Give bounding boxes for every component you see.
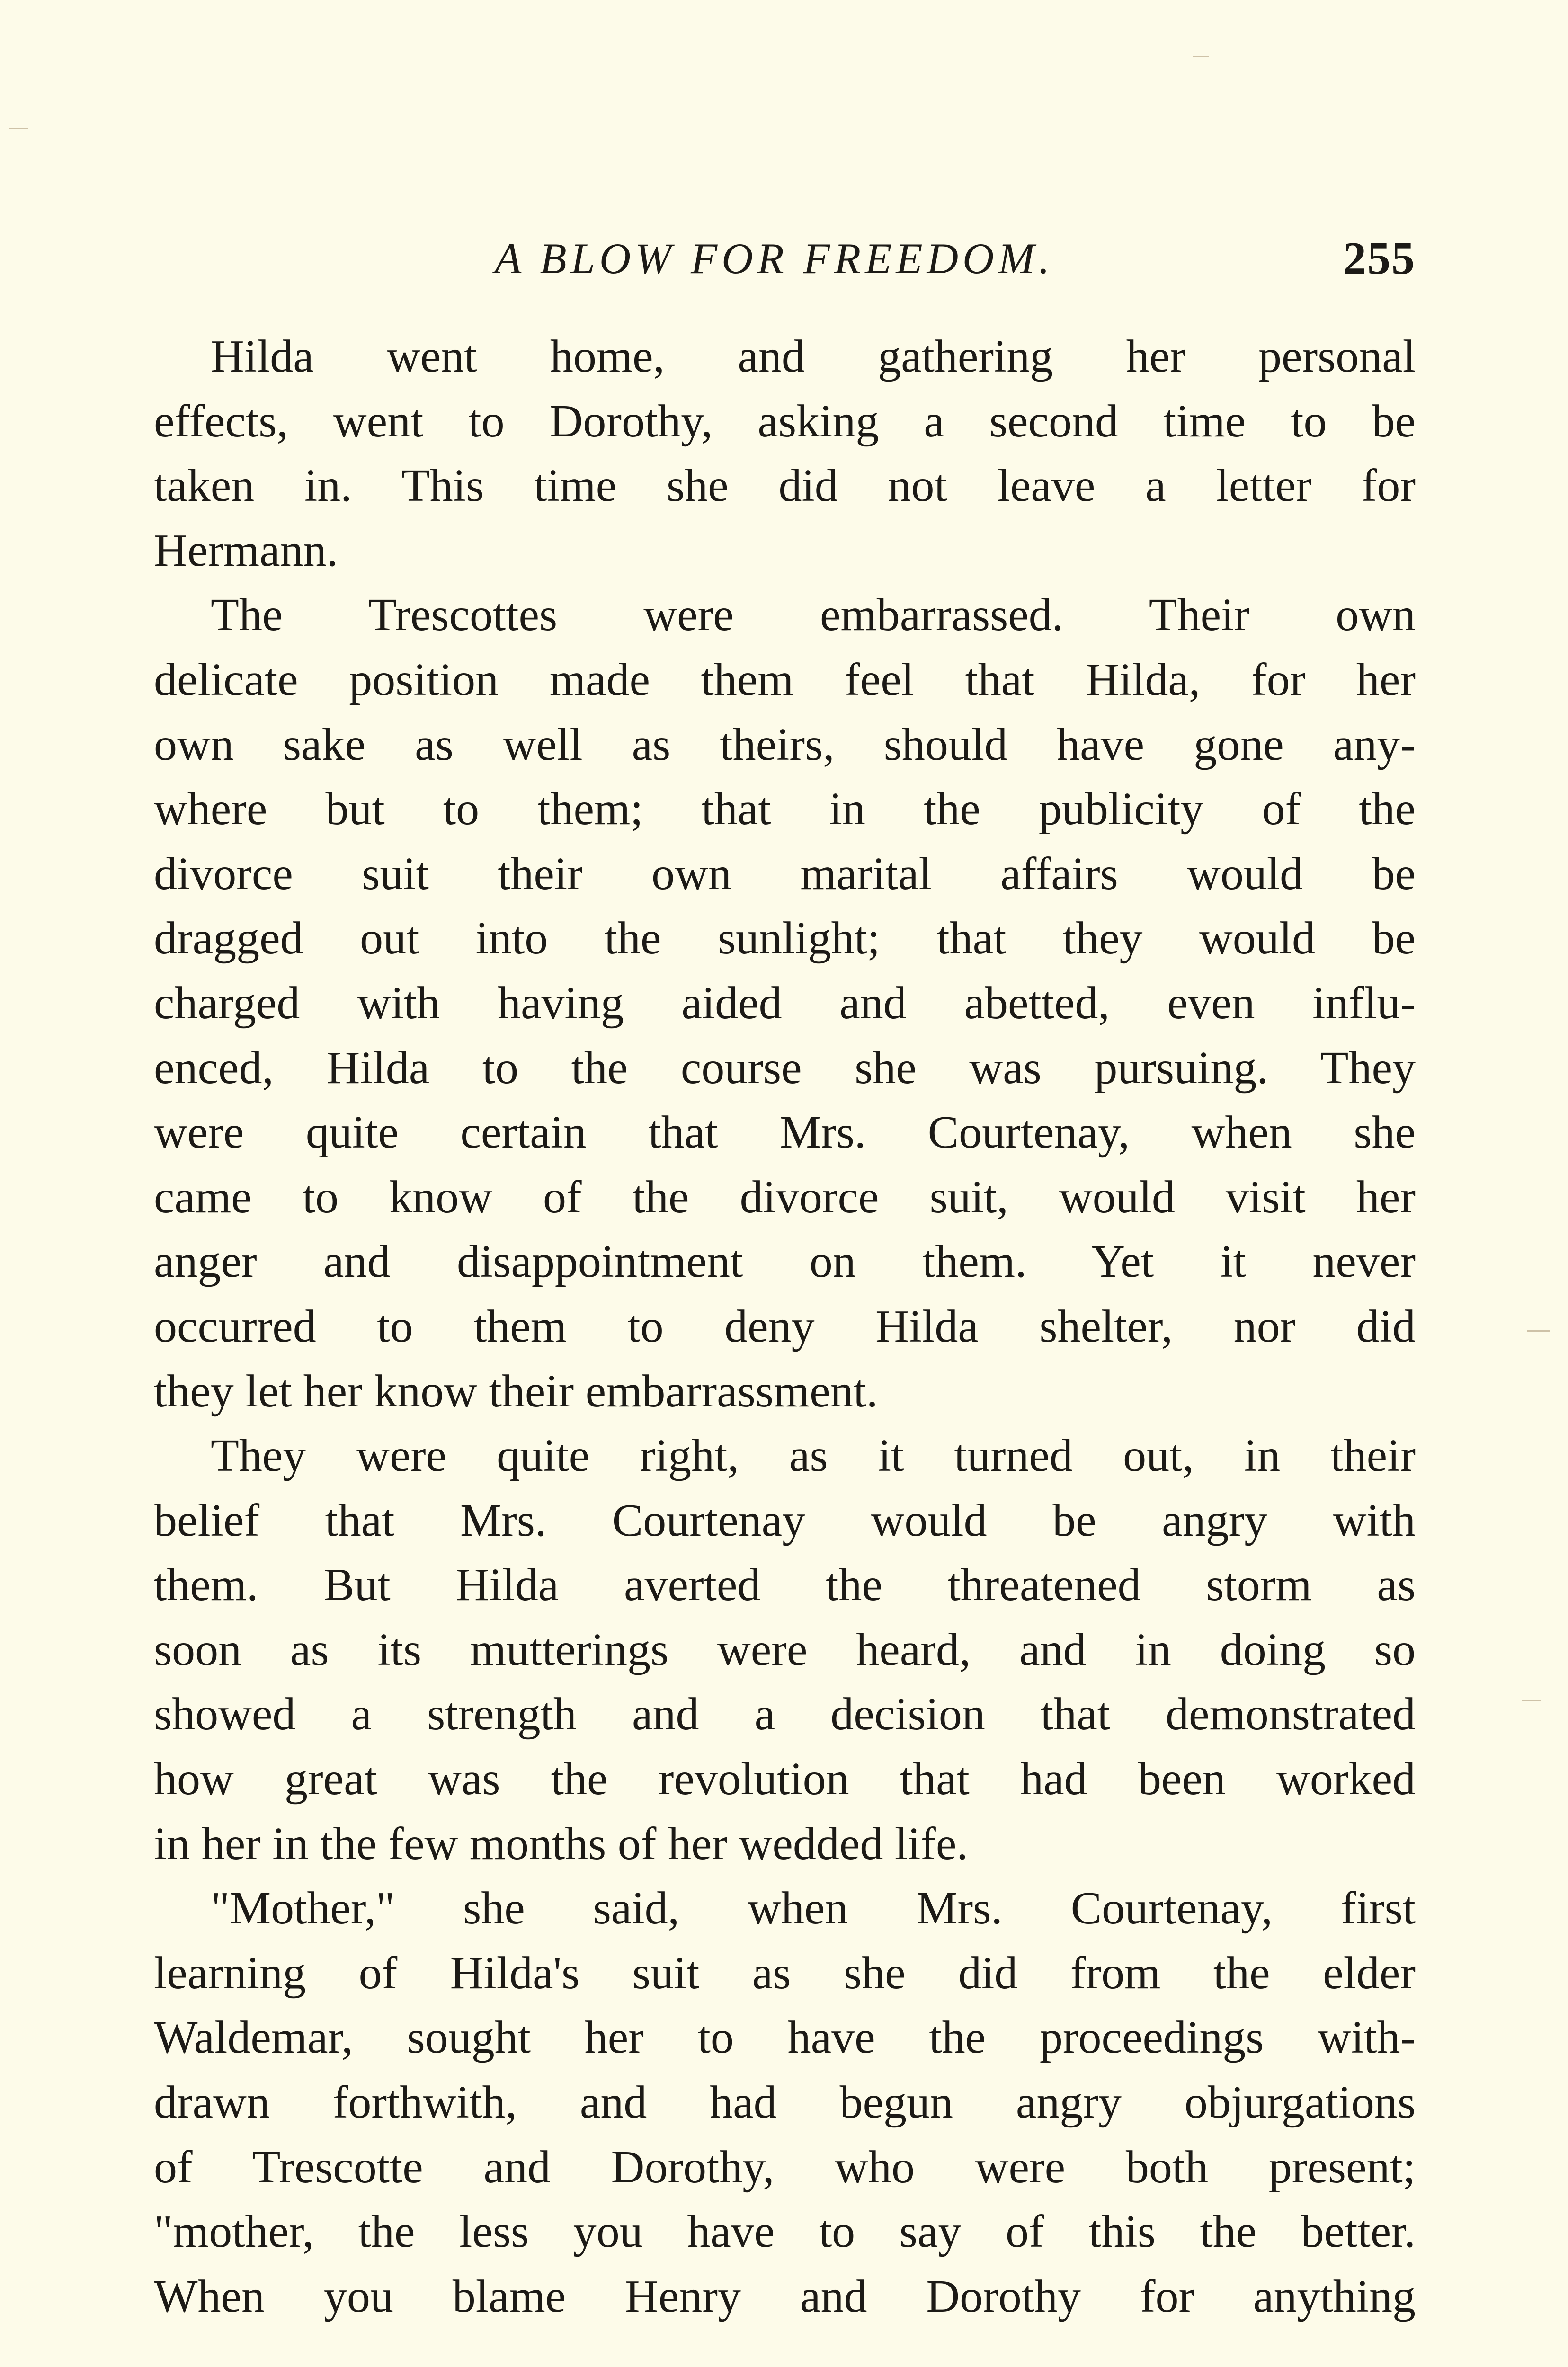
paper-speck <box>9 128 28 129</box>
text-line: enced, Hilda to the course she was pursuing. They <box>154 1042 1416 1094</box>
text-line: soon as its mutterings were heard, and in doing so <box>154 1624 1416 1675</box>
text-line: They were quite right, as it turned out, in their <box>211 1430 1416 1482</box>
text-line: taken in. This time she did not leave a letter for <box>154 460 1416 512</box>
text-line: occurred to them to deny Hilda shelter, nor did <box>154 1300 1416 1352</box>
text-line: Hilda went home, and gathering her personal <box>211 331 1416 382</box>
text-line: how great was the revolution that had been worked <box>154 1753 1416 1805</box>
text-line: When you blame Henry and Dorothy for anything <box>154 2270 1416 2322</box>
text-line: charged with having aided and abetted, even influ- <box>154 977 1416 1029</box>
text-line: drawn forthwith, and had begun angry objurgations <box>154 2077 1416 2128</box>
text-line: they let her know their embarrassment. <box>154 1365 878 1417</box>
text-line: learning of Hilda's suit as she did from the elder <box>154 1947 1416 1999</box>
paper-speck <box>1527 1330 1550 1332</box>
text-line: were quite certain that Mrs. Courtenay, when she <box>154 1107 1416 1158</box>
page-number: 255 <box>1343 233 1416 284</box>
text-line: dragged out into the sunlight; that they would be <box>154 913 1416 964</box>
text-line: belief that Mrs. Courtenay would be angry with <box>154 1495 1416 1546</box>
paper-speck <box>1193 56 1209 57</box>
text-line: of Trescotte and Dorothy, who were both present; <box>154 2141 1416 2193</box>
text-line: Hermann. <box>154 525 339 576</box>
text-line: The Trescottes were embarrassed. Their own <box>211 589 1416 641</box>
body-text <box>154 324 1416 2329</box>
text-line: where but to them; that in the publicity of the <box>154 783 1416 835</box>
text-line: in her in the few months of her wedded life. <box>154 1818 968 1869</box>
text-line: divorce suit their own marital affairs would be <box>154 848 1416 899</box>
text-line: anger and disappointment on them. Yet it never <box>154 1236 1416 1288</box>
text-line: them. But Hilda averted the threatened storm as <box>154 1559 1416 1611</box>
running-title: A BLOW FOR FREEDOM. <box>495 234 1054 283</box>
text-line: own sake as well as theirs, should have gone any- <box>154 719 1416 770</box>
text-line: came to know of the divorce suit, would visit her <box>154 1171 1416 1223</box>
text-line: Waldemar, sought her to have the proceedings with- <box>154 2012 1416 2064</box>
text-line: "Mother," she said, when Mrs. Courtenay, first <box>211 1883 1416 1934</box>
text-line: effects, went to Dorothy, asking a second time to be <box>154 395 1416 447</box>
paper-speck <box>1522 1700 1541 1701</box>
text-line: "mother, the less you have to say of this the better. <box>154 2206 1416 2258</box>
text-line: showed a strength and a decision that demonstrated <box>154 1689 1416 1740</box>
page-header <box>154 225 1416 292</box>
text-line: delicate position made them feel that Hilda, for her <box>154 654 1416 705</box>
